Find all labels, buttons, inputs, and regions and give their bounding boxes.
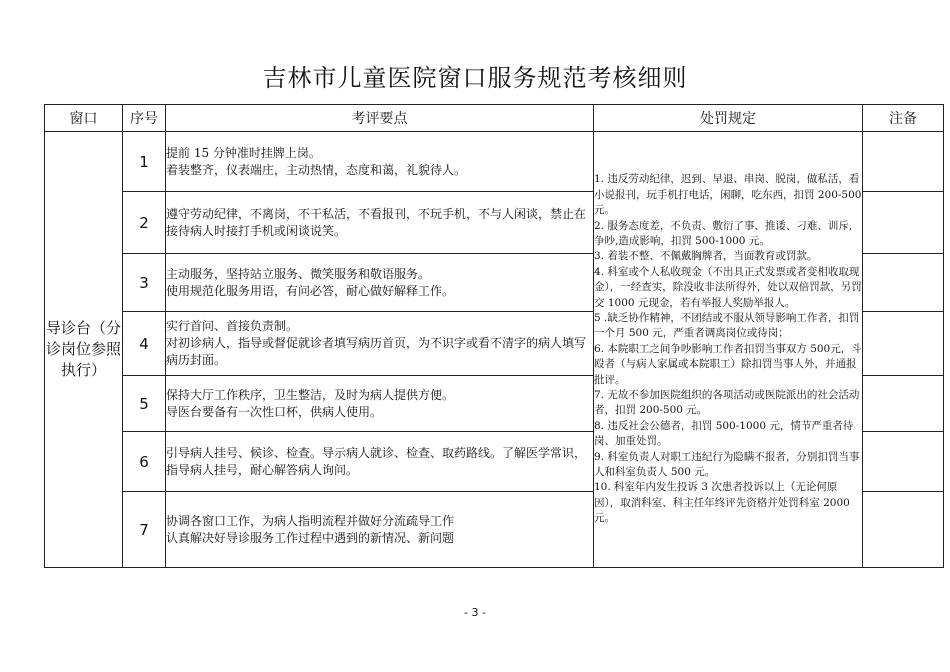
penalty-cell — [594, 132, 863, 568]
point-line: 遵守劳动纪律，不离岗，不干私活，不看报刊，不玩手机，不与人闲谈，禁止在接待病人时接打手机或闲谈说笑。 — [166, 206, 587, 238]
seq-cell: 4 — [123, 312, 166, 376]
point-line: 导医台要备有一次性口杯，供病人使用。 — [166, 404, 383, 419]
header-points: 考评要点 — [166, 105, 594, 132]
notes-cell — [863, 192, 944, 254]
window-name-cell: 导诊台（分诊岗位参照执行） — [45, 132, 123, 568]
penalty-item: 10. 科室年内发生投诉 3 次患者投诉以上（无论何原因），取消科室、科主任年终评先资格并处罚科室 2000 元。 — [594, 481, 850, 525]
notes-cell — [863, 492, 944, 568]
seq-cell: 2 — [123, 192, 166, 254]
notes-cell — [863, 376, 944, 432]
header-penalties: 处罚规定 — [594, 105, 863, 132]
header-window: 窗口 — [45, 105, 123, 132]
penalty-item: 5 .缺乏协作精神，不团结或不服从领导影响工作者，扣罚一个月 500 元，严重者调离岗位或待岗； — [594, 311, 860, 340]
table-header-row — [45, 105, 944, 132]
page-title: 吉林市儿童医院窗口服务规范考核细则 — [262, 64, 688, 92]
seq-cell: 5 — [123, 376, 166, 432]
point-line: 保持大厅工作秩序，卫生整洁，及时为病人提供方便。 — [166, 387, 455, 402]
notes-cell — [863, 254, 944, 312]
point-line: 对初诊病人，指导或督促就诊者填写病历首页，为不识字或看不清字的病人填写病历封面。 — [166, 336, 587, 367]
point-line: 着装整齐，仪表端庄，主动热情，态度和蔼，礼貌待人。 — [166, 162, 467, 177]
seq-cell: 7 — [123, 492, 166, 568]
page-number: - 3 - — [464, 606, 486, 619]
notes-cell — [863, 132, 944, 192]
penalty-item: 1. 违反劳动纪律，迟到、早退、串岗、脱岗，做私活，看小说报刊，玩手机打电话，闲聊，吃东西，扣罚 200-500 元。 — [594, 173, 862, 217]
penalty-item: 7. 无故不参加医院组织的各项活动或医院派出的社会活动者，扣罚 200-500 元。 — [594, 389, 860, 417]
seq-cell: 1 — [123, 132, 166, 192]
point-line: 使用规范化服务用语，有问必答，耐心做好解释工作。 — [166, 283, 455, 298]
point-cell — [166, 492, 594, 568]
seq-cell: 6 — [123, 432, 166, 492]
penalty-item: 6. 本院职工之间争吵影响工作者扣罚当事双方 500元，斗殴者（与病人家属或本院职工）除扣罚当事人外，并通报批评。 — [594, 342, 862, 386]
point-line: 引导病人挂号、候诊、检查。导示病人就诊、检查、取药路线。了解医学常识，指导病人挂号，耐心解答病人询问。 — [166, 445, 587, 477]
point-cell — [166, 132, 594, 192]
point-cell — [166, 254, 594, 312]
table-row — [45, 132, 944, 192]
notes-cell — [863, 432, 944, 492]
penalty-item: 9. 科室负责人对职工违纪行为隐瞒不报者，分别扣罚当事人和科室负责人 500 元。 — [594, 450, 860, 479]
assessment-table — [44, 104, 944, 568]
point-line: 主动服务，坚持站立服务、微笑服务和敬语服务。 — [166, 266, 431, 281]
notes-cell — [863, 312, 944, 376]
point-line: 提前 15 分钟准时挂牌上岗。 — [166, 145, 321, 160]
point-cell — [166, 312, 594, 376]
penalty-item: 3. 着装不整、不佩戴胸牌者，当面教育或罚款。 — [594, 250, 818, 263]
header-seq: 序号 — [123, 105, 166, 132]
point-cell — [166, 376, 594, 432]
seq-cell: 3 — [123, 254, 166, 312]
point-cell — [166, 432, 594, 492]
penalty-item: 8. 违反社会公德者，扣罚 500-1000 元，情节严重者待岗、加重处罚。 — [594, 419, 854, 448]
point-line: 实行首问、首接负责制。 — [166, 319, 299, 333]
point-line: 认真解决好导诊服务工作过程中遇到的新情况、新问题 — [166, 530, 455, 545]
penalty-item: 4. 科室或个人私收现金（不出具正式发票或者变相收取现金），一经查实，除没收非法所得外，处以双倍罚款，另罚交 1000 元现金，若有举报人奖励举报人。 — [594, 265, 862, 309]
point-cell — [166, 192, 594, 254]
penalty-item: 2. 服务态度差，不负责、敷衍了事、推诿、刁难、训斥,争吵,造成影响，扣罚 500-1000 元。 — [594, 219, 853, 247]
point-line: 协调各窗口工作，为病人指明流程并做好分流疏导工作 — [166, 513, 455, 528]
header-notes: 注备 — [863, 105, 944, 132]
